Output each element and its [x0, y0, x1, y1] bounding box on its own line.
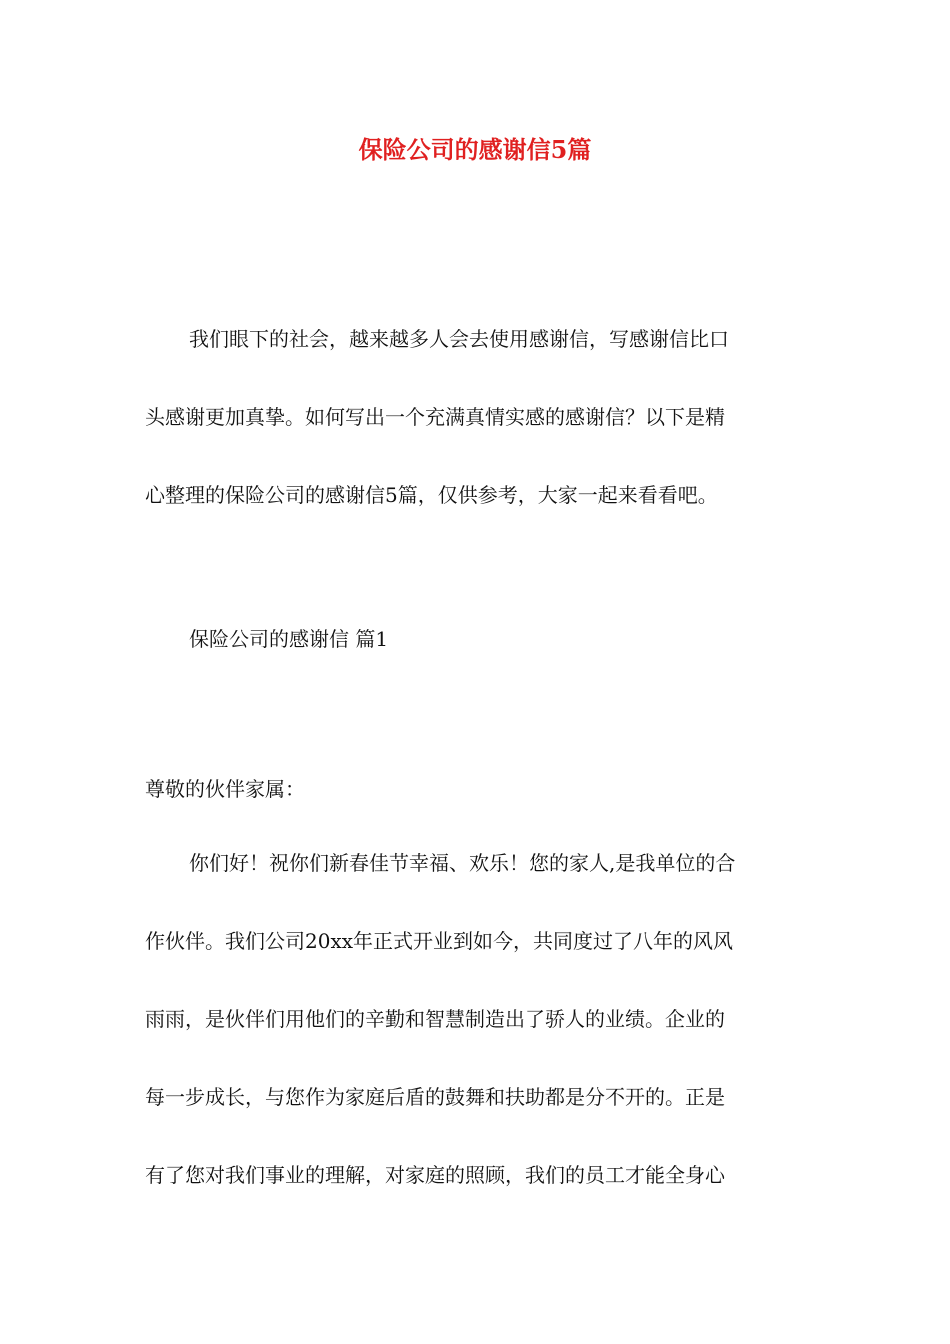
body-line: 有了您对我们事业的理解，对家庭的照顾，我们的员工才能全身心: [145, 1163, 725, 1187]
intro-line: 心整理的保险公司的感谢信5篇，仅供参考，大家一起来看看吧。: [145, 483, 718, 507]
section-heading-text: 保险公司的感谢信 篇1: [189, 627, 389, 651]
body-line: 每一步成长，与您作为家庭后盾的鼓舞和扶助都是分不开的。正是: [145, 1085, 725, 1109]
intro-line: 头感谢更加真挚。如何写出一个充满真情实感的感谢信？以下是精: [145, 405, 725, 429]
letter-salutation: [145, 750, 807, 828]
salutation-text: 尊敬的伙伴家属：: [145, 777, 305, 801]
section-heading: [145, 600, 807, 678]
document-title: 保险公司的感谢信5篇: [358, 135, 592, 164]
body-line: 你们好！祝你们新春佳节幸福、欢乐！您的家人,是我单位的合: [189, 851, 736, 875]
body-line: 作伙伴。我们公司20xx年正式开业到如今，共同度过了八年的风风: [145, 929, 734, 953]
intro-paragraph: [145, 300, 807, 534]
letter-body-paragraph: [145, 824, 807, 1214]
intro-line: 我们眼下的社会，越来越多人会去使用感谢信，写感谢信比口: [189, 327, 729, 351]
body-line: 雨雨，是伙伴们用他们的辛勤和智慧制造出了骄人的业绩。企业的: [145, 1007, 725, 1031]
